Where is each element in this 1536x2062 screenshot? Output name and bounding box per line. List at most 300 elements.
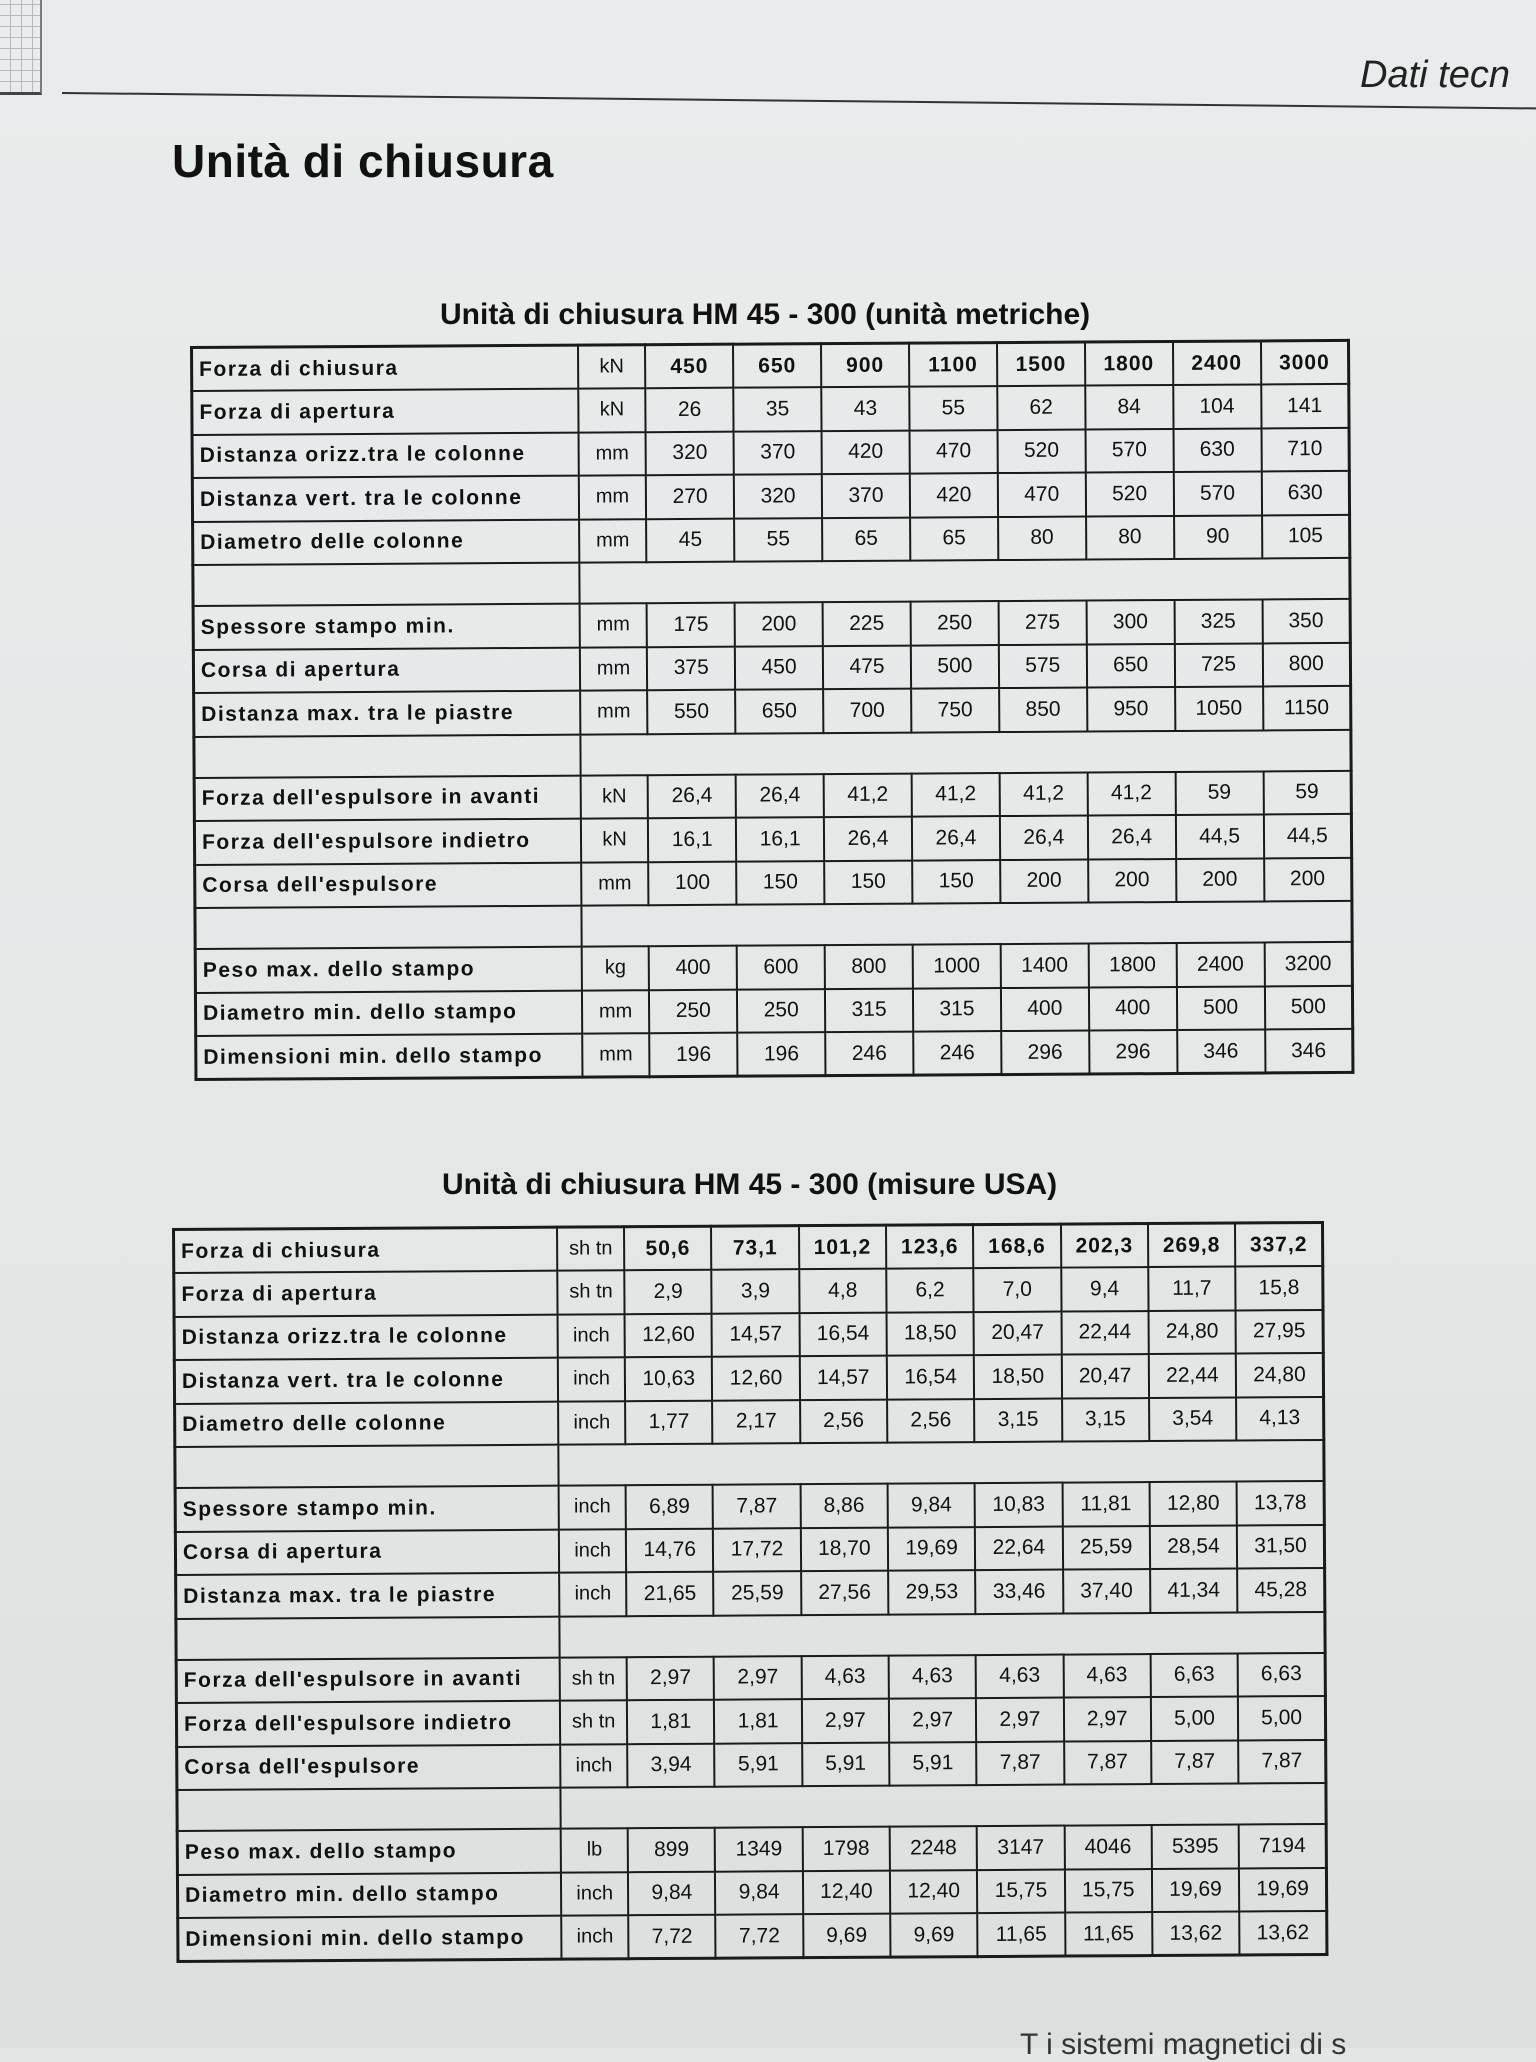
table-row: [195, 985, 1352, 1036]
value-cell: 950: [1087, 687, 1175, 731]
group-spacer-row: [193, 558, 1350, 606]
table-row: [175, 1396, 1324, 1447]
row-label: Corsa di apertura: [193, 647, 580, 693]
value-cell: 2248: [890, 1826, 978, 1870]
value-cell: 11,65: [977, 1913, 1065, 1957]
value-cell: 320: [646, 431, 734, 475]
row-label: Distanza vert. tra le colonne: [174, 1358, 558, 1404]
value-cell: 4,8: [799, 1269, 887, 1313]
value-cell: 150: [824, 860, 912, 904]
table-row: [195, 942, 1352, 993]
value-cell: 500: [1177, 986, 1265, 1030]
value-cell: 900: [821, 343, 909, 387]
value-cell: 400: [649, 946, 737, 990]
value-cell: 17,72: [713, 1528, 801, 1572]
row-unit: inch: [561, 1915, 628, 1959]
value-cell: 4046: [1064, 1825, 1152, 1869]
group-spacer-row: [175, 1440, 1324, 1488]
value-cell: 55: [734, 518, 822, 562]
value-cell: 420: [822, 430, 910, 474]
value-cell: 246: [913, 1031, 1001, 1075]
value-cell: 1400: [1001, 944, 1089, 988]
value-cell: 346: [1265, 1029, 1353, 1073]
table-row: [174, 1353, 1323, 1404]
row-label: Dimensioni min. dello stampo: [178, 1916, 562, 1962]
value-cell: 101,2: [799, 1225, 887, 1269]
value-cell: 10,83: [975, 1483, 1063, 1527]
value-cell: 4,63: [889, 1655, 977, 1699]
value-cell: 150: [736, 861, 824, 905]
value-cell: 26,4: [1088, 815, 1176, 859]
value-cell: 196: [650, 1033, 738, 1077]
value-cell: 55: [909, 386, 997, 430]
value-cell: 27,95: [1236, 1309, 1324, 1353]
row-label: Distanza vert. tra le colonne: [192, 476, 579, 522]
value-cell: 275: [998, 601, 1086, 645]
value-cell: 3,15: [1062, 1398, 1150, 1442]
value-cell: 18,70: [801, 1527, 889, 1571]
value-cell: 3147: [977, 1826, 1065, 1870]
row-label: Dimensioni min. dello stampo: [196, 1034, 583, 1080]
value-cell: 7,87: [1238, 1739, 1326, 1783]
value-cell: 370: [822, 474, 910, 518]
value-cell: 520: [997, 429, 1085, 473]
table-row: [176, 1568, 1325, 1619]
value-cell: 28,54: [1150, 1525, 1238, 1569]
table-row: [193, 514, 1350, 565]
value-cell: 73,1: [711, 1226, 799, 1270]
header-rule: [62, 92, 1536, 109]
value-cell: 5,91: [802, 1742, 890, 1786]
row-label: Forza di chiusura: [192, 345, 579, 391]
value-cell: 600: [737, 945, 825, 989]
value-cell: 90: [1174, 515, 1262, 559]
value-cell: 375: [647, 646, 735, 690]
value-cell: 15,75: [977, 1869, 1065, 1913]
row-label: Forza di apertura: [174, 1271, 558, 1317]
table-row: [174, 1266, 1323, 1317]
value-cell: 20,47: [974, 1311, 1062, 1355]
value-cell: 16,1: [736, 817, 824, 861]
value-cell: 1,77: [625, 1400, 713, 1444]
value-cell: 4,13: [1236, 1396, 1324, 1440]
value-cell: 84: [1085, 385, 1173, 429]
spacer-cell: [561, 1783, 1327, 1829]
value-cell: 3200: [1264, 942, 1352, 986]
table-row: [194, 686, 1351, 737]
value-cell: 2,17: [712, 1400, 800, 1444]
spacer-cell: [193, 563, 580, 606]
table-row: [175, 1481, 1324, 1532]
value-cell: 325: [1174, 599, 1262, 643]
value-cell: 7,0: [974, 1268, 1062, 1312]
row-label: Diametro delle colonne: [193, 519, 580, 565]
value-cell: 1050: [1175, 686, 1263, 730]
value-cell: 41,2: [1087, 771, 1175, 815]
value-cell: 6,2: [886, 1268, 974, 1312]
table-row: [178, 1911, 1327, 1962]
value-cell: 3,94: [627, 1743, 715, 1787]
row-label: Peso max. dello stampo: [177, 1829, 561, 1875]
table-row: [196, 1029, 1353, 1080]
value-cell: 269,8: [1148, 1223, 1236, 1267]
value-cell: 1150: [1263, 686, 1351, 730]
row-unit: inch: [558, 1357, 625, 1401]
value-cell: 25,59: [1062, 1526, 1150, 1570]
value-cell: 19,69: [1239, 1867, 1327, 1911]
value-cell: 5,91: [889, 1742, 977, 1786]
value-cell: 250: [649, 989, 737, 1033]
table-row: [194, 770, 1351, 821]
row-unit: inch: [561, 1872, 628, 1916]
value-cell: 123,6: [886, 1225, 974, 1269]
row-unit: mm: [579, 519, 647, 563]
value-cell: 2,9: [624, 1270, 712, 1314]
row-unit: kN: [578, 388, 646, 432]
value-cell: 315: [913, 988, 1001, 1032]
row-unit: mm: [579, 475, 647, 519]
row-label: Corsa di apertura: [175, 1529, 559, 1575]
table-row: [192, 471, 1349, 522]
row-unit: mm: [578, 432, 646, 476]
value-cell: 3,54: [1149, 1397, 1237, 1441]
value-cell: 1798: [802, 1827, 890, 1871]
row-label: Forza dell'espulsore indietro: [176, 1701, 560, 1747]
value-cell: 400: [1089, 986, 1177, 1030]
row-unit: inch: [559, 1529, 626, 1573]
value-cell: 4,63: [801, 1655, 889, 1699]
value-cell: 450: [735, 646, 823, 690]
value-cell: 630: [1173, 428, 1261, 472]
row-label: Distanza max. tra le piastre: [194, 691, 581, 737]
value-cell: 250: [911, 601, 999, 645]
row-label: Distanza orizz.tra le colonne: [174, 1314, 558, 1360]
metric-table-title: Unità di chiusura HM 45 - 300 (unità metriche): [440, 298, 1091, 331]
value-cell: 22,64: [975, 1526, 1063, 1570]
corner-grid-mark: [0, 0, 42, 95]
spacer-cell: [175, 1445, 559, 1488]
value-cell: 31,50: [1237, 1524, 1325, 1568]
value-cell: 7,72: [716, 1914, 804, 1958]
value-cell: 10,63: [625, 1357, 713, 1401]
value-cell: 202,3: [1061, 1224, 1149, 1268]
value-cell: 3000: [1261, 340, 1349, 384]
value-cell: 8,86: [800, 1484, 888, 1528]
row-unit: mm: [581, 862, 649, 906]
value-cell: 420: [910, 473, 998, 517]
row-unit: sh tn: [560, 1700, 627, 1744]
value-cell: 470: [998, 473, 1086, 517]
value-cell: 7,87: [1151, 1740, 1239, 1784]
value-cell: 346: [1177, 1029, 1265, 1073]
value-cell: 105: [1262, 514, 1350, 558]
value-cell: 750: [911, 688, 999, 732]
value-cell: 44,5: [1176, 814, 1264, 858]
row-label: Diametro min. dello stampo: [177, 1872, 561, 1918]
value-cell: 246: [825, 1032, 913, 1076]
value-cell: 41,2: [912, 773, 1000, 817]
row-unit: mm: [582, 1033, 650, 1077]
value-cell: 24,80: [1148, 1310, 1236, 1354]
value-cell: 41,2: [999, 772, 1087, 816]
value-cell: 11,7: [1148, 1267, 1236, 1311]
row-unit: kN: [580, 775, 648, 819]
value-cell: 520: [1086, 472, 1174, 516]
row-label: Distanza orizz.tra le colonne: [192, 432, 579, 478]
row-unit: mm: [579, 603, 647, 647]
value-cell: 2400: [1173, 341, 1261, 385]
spacer-cell: [560, 1611, 1326, 1657]
value-cell: 22,44: [1149, 1354, 1237, 1398]
value-cell: 25,59: [714, 1571, 802, 1615]
value-cell: 24,80: [1236, 1353, 1324, 1397]
value-cell: 15,75: [1064, 1869, 1152, 1913]
table-row: [195, 857, 1352, 908]
value-cell: 33,46: [975, 1570, 1063, 1614]
table-row: [194, 814, 1351, 865]
value-cell: 43: [821, 387, 909, 431]
row-unit: inch: [559, 1485, 626, 1529]
value-cell: 2,56: [800, 1399, 888, 1443]
table-row: [176, 1652, 1325, 1703]
value-cell: 45,28: [1237, 1568, 1325, 1612]
value-cell: 14,57: [800, 1356, 888, 1400]
value-cell: 5395: [1152, 1824, 1240, 1868]
value-cell: 41,34: [1150, 1568, 1238, 1612]
value-cell: 9,69: [890, 1913, 978, 1957]
value-cell: 2,97: [714, 1656, 802, 1700]
value-cell: 320: [734, 474, 822, 518]
table-row: [175, 1524, 1324, 1575]
value-cell: 450: [645, 344, 733, 388]
value-cell: 1500: [997, 342, 1085, 386]
group-spacer-row: [176, 1611, 1325, 1659]
value-cell: 11,81: [1062, 1482, 1150, 1526]
value-cell: 14,57: [712, 1313, 800, 1357]
value-cell: 13,62: [1239, 1911, 1327, 1955]
group-spacer-row: [194, 729, 1351, 777]
row-unit: lb: [561, 1828, 628, 1872]
value-cell: 9,84: [715, 1871, 803, 1915]
value-cell: 200: [1088, 858, 1176, 902]
row-label: Corsa dell'espulsore: [195, 862, 582, 908]
value-cell: 296: [1089, 1030, 1177, 1074]
value-cell: 100: [648, 861, 736, 905]
usa-spec-table: [172, 1221, 1328, 1963]
group-spacer-row: [195, 901, 1352, 949]
value-cell: 9,4: [1061, 1267, 1149, 1311]
value-cell: 2,97: [1063, 1697, 1151, 1741]
value-cell: 200: [1000, 859, 1088, 903]
value-cell: 59: [1175, 771, 1263, 815]
value-cell: 196: [737, 1032, 825, 1076]
value-cell: 11,65: [1065, 1912, 1153, 1956]
value-cell: 2,56: [887, 1399, 975, 1443]
value-cell: 6,63: [1238, 1652, 1326, 1696]
value-cell: 899: [628, 1828, 716, 1872]
row-label: Corsa dell'espulsore: [177, 1744, 561, 1790]
value-cell: 168,6: [973, 1224, 1061, 1268]
value-cell: 22,44: [1061, 1311, 1149, 1355]
footer-partial-text: T i sistemi magnetici di s: [1020, 2028, 1347, 2061]
row-label: Peso max. dello stampo: [195, 947, 582, 993]
table-row: [174, 1309, 1323, 1360]
value-cell: 1800: [1088, 943, 1176, 987]
value-cell: 570: [1085, 428, 1173, 472]
value-cell: 15,8: [1235, 1266, 1323, 1310]
row-unit: sh tn: [560, 1657, 627, 1701]
value-cell: 80: [1086, 515, 1174, 559]
value-cell: 800: [825, 945, 913, 989]
value-cell: 1,81: [627, 1700, 715, 1744]
table-row: [192, 427, 1349, 478]
table-row: [192, 340, 1349, 391]
table-row: [177, 1739, 1326, 1790]
row-unit: kN: [581, 818, 649, 862]
row-label: Distanza max. tra le piastre: [176, 1573, 560, 1619]
value-cell: 27,56: [801, 1571, 889, 1615]
table-row: [174, 1222, 1323, 1273]
row-label: Diametro delle colonne: [175, 1401, 559, 1447]
spacer-cell: [579, 558, 1350, 604]
value-cell: 50,6: [624, 1226, 712, 1270]
value-cell: 400: [1001, 987, 1089, 1031]
value-cell: 5,00: [1238, 1696, 1326, 1740]
value-cell: 37,40: [1063, 1569, 1151, 1613]
value-cell: 337,2: [1235, 1222, 1323, 1266]
row-label: Forza dell'espulsore in avanti: [176, 1657, 560, 1703]
value-cell: 12,80: [1149, 1482, 1237, 1526]
metric-spec-table: [190, 339, 1354, 1081]
value-cell: 3,15: [974, 1398, 1062, 1442]
row-unit: inch: [559, 1572, 626, 1616]
value-cell: 14,76: [626, 1528, 714, 1572]
value-cell: 62: [997, 386, 1085, 430]
value-cell: 7194: [1239, 1824, 1327, 1868]
spacer-cell: [176, 1616, 560, 1659]
value-cell: 370: [734, 431, 822, 475]
value-cell: 300: [1086, 600, 1174, 644]
value-cell: 200: [1176, 858, 1264, 902]
table-row: [193, 642, 1350, 693]
value-cell: 26: [646, 388, 734, 432]
value-cell: 13,62: [1152, 1911, 1240, 1955]
value-cell: 80: [998, 516, 1086, 560]
value-cell: 21,65: [626, 1572, 714, 1616]
value-cell: 200: [735, 602, 823, 646]
value-cell: 650: [733, 344, 821, 388]
value-cell: 500: [1264, 985, 1352, 1029]
page-title: Unità di chiusura: [172, 135, 554, 187]
value-cell: 1800: [1085, 341, 1173, 385]
row-unit: sh tn: [557, 1270, 624, 1314]
value-cell: 104: [1173, 384, 1261, 428]
spacer-cell: [559, 1440, 1325, 1486]
value-cell: 650: [735, 689, 823, 733]
value-cell: 315: [825, 988, 913, 1032]
value-cell: 20,47: [1061, 1354, 1149, 1398]
value-cell: 7,72: [628, 1915, 716, 1959]
value-cell: 13,78: [1237, 1481, 1325, 1525]
value-cell: 12,60: [712, 1356, 800, 1400]
value-cell: 7,87: [1064, 1741, 1152, 1785]
value-cell: 44,5: [1263, 814, 1351, 858]
value-cell: 175: [647, 603, 735, 647]
value-cell: 26,4: [1000, 816, 1088, 860]
value-cell: 250: [737, 989, 825, 1033]
row-unit: sh tn: [557, 1227, 624, 1271]
row-unit: inch: [560, 1744, 627, 1788]
row-unit: inch: [558, 1314, 625, 1358]
value-cell: 26,4: [912, 816, 1000, 860]
row-label: Spessore stampo min.: [175, 1486, 559, 1532]
value-cell: 9,84: [628, 1871, 716, 1915]
value-cell: 2,97: [976, 1698, 1064, 1742]
row-unit: kg: [582, 946, 650, 990]
value-cell: 18,50: [974, 1355, 1062, 1399]
value-cell: 650: [1087, 643, 1175, 687]
spacer-cell: [194, 734, 581, 777]
spacer-cell: [581, 901, 1352, 947]
row-unit: inch: [558, 1401, 625, 1445]
value-cell: 18,50: [887, 1312, 975, 1356]
value-cell: 9,69: [803, 1914, 891, 1958]
value-cell: 35: [733, 387, 821, 431]
value-cell: 12,40: [803, 1870, 891, 1914]
group-spacer-row: [177, 1783, 1326, 1831]
value-cell: 710: [1261, 427, 1349, 471]
value-cell: 225: [823, 602, 911, 646]
value-cell: 12,40: [890, 1870, 978, 1914]
value-cell: 19,69: [888, 1527, 976, 1571]
value-cell: 150: [912, 860, 1000, 904]
row-label: Forza dell'espulsore indietro: [194, 819, 581, 865]
value-cell: 26,4: [736, 774, 824, 818]
table-row: [177, 1867, 1326, 1918]
value-cell: 59: [1263, 770, 1351, 814]
row-label: Diametro min. dello stampo: [195, 990, 582, 1036]
table-row: [177, 1824, 1326, 1875]
value-cell: 200: [1264, 857, 1352, 901]
value-cell: 1100: [909, 343, 997, 387]
value-cell: 16,1: [648, 818, 736, 862]
value-cell: 2,97: [802, 1699, 890, 1743]
value-cell: 4,63: [1063, 1654, 1151, 1698]
value-cell: 2,97: [889, 1698, 977, 1742]
value-cell: 29,53: [888, 1570, 976, 1614]
row-label: Forza di chiusura: [174, 1227, 558, 1273]
spacer-cell: [195, 906, 582, 949]
value-cell: 6,89: [626, 1485, 714, 1529]
row-unit: mm: [580, 690, 648, 734]
value-cell: 570: [1173, 471, 1261, 515]
value-cell: 500: [911, 645, 999, 689]
value-cell: 575: [999, 644, 1087, 688]
value-cell: 2,97: [627, 1656, 715, 1700]
value-cell: 26,4: [824, 817, 912, 861]
value-cell: 65: [822, 517, 910, 561]
row-label: Forza dell'espulsore in avanti: [194, 775, 581, 821]
value-cell: 270: [646, 475, 734, 519]
table-row: [192, 384, 1349, 435]
row-unit: kN: [578, 345, 646, 389]
value-cell: 7,87: [976, 1741, 1064, 1785]
usa-table-title: Unità di chiusura HM 45 - 300 (misure USA): [442, 1168, 1058, 1201]
value-cell: 350: [1262, 599, 1350, 643]
value-cell: 5,91: [715, 1743, 803, 1787]
value-cell: 725: [1174, 643, 1262, 687]
value-cell: 550: [647, 690, 735, 734]
